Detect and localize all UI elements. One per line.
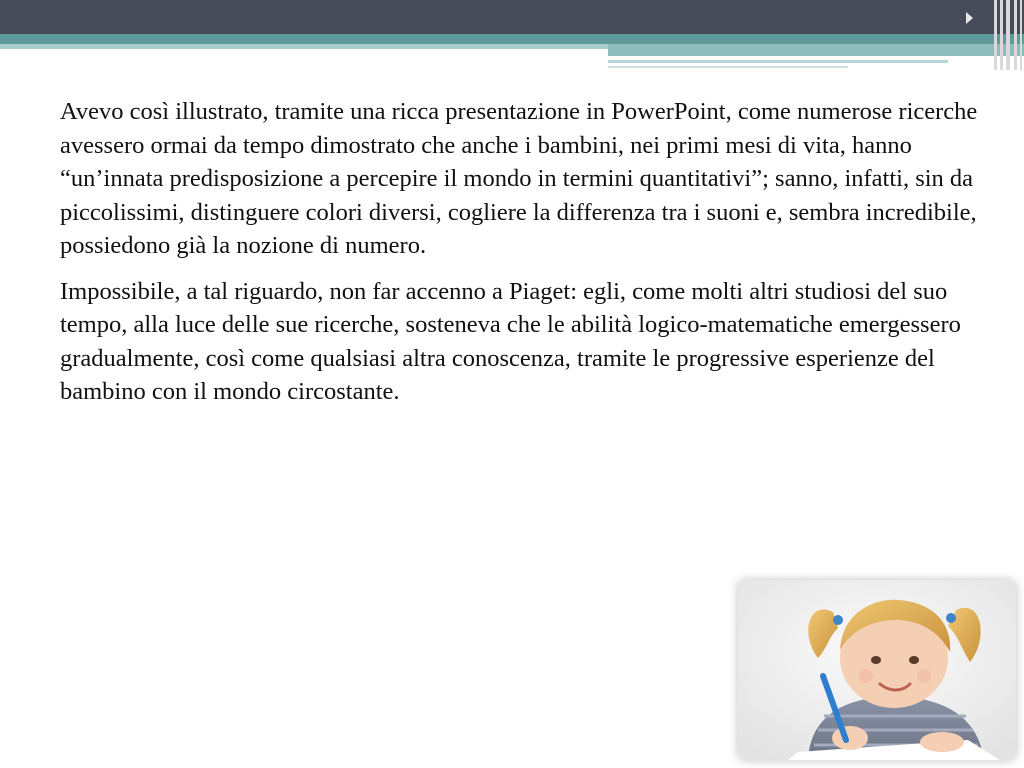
- header-step-line-secondary: [608, 66, 848, 68]
- header-step-block: [608, 44, 1024, 56]
- child-drawing-photo: [738, 580, 1016, 760]
- header-vertical-stripes: [994, 0, 1024, 70]
- paragraph-1: Avevo così illustrato, tramite una ricca presentazione in PowerPoint, come numerose ricerche avessero ormai da tempo dimostrato che anche i bambini, nei primi mesi di vita, hanno “un’innata predisposizione a percepire il mondo in termini quantitativi”; sanno, infatti, sin da piccolissimi, distinguere colori diversi, cogliere la differenza tra i suoni e, sembra incredibile, possiedono già la nozione di numero.: [60, 98, 978, 259]
- header-teal-band: [0, 34, 1024, 44]
- header-step-line: [608, 60, 948, 63]
- body-text: [60, 95, 1010, 421]
- paragraph-2: Impossibile, a tal riguardo, non far accenno a Piaget: egli, come molti altri studiosi del suo tempo, alla luce delle sue ricerche, sosteneva che le abilità logico-matematiche emergessero gradualmente, così come qualsiasi altra conoscenza, tramite le progressive esperienze del bambino con il mondo circostante.: [60, 277, 961, 405]
- arrow-marker-icon: [966, 12, 973, 24]
- header-bar: [0, 0, 1024, 34]
- child-photo-icon: [738, 580, 1016, 760]
